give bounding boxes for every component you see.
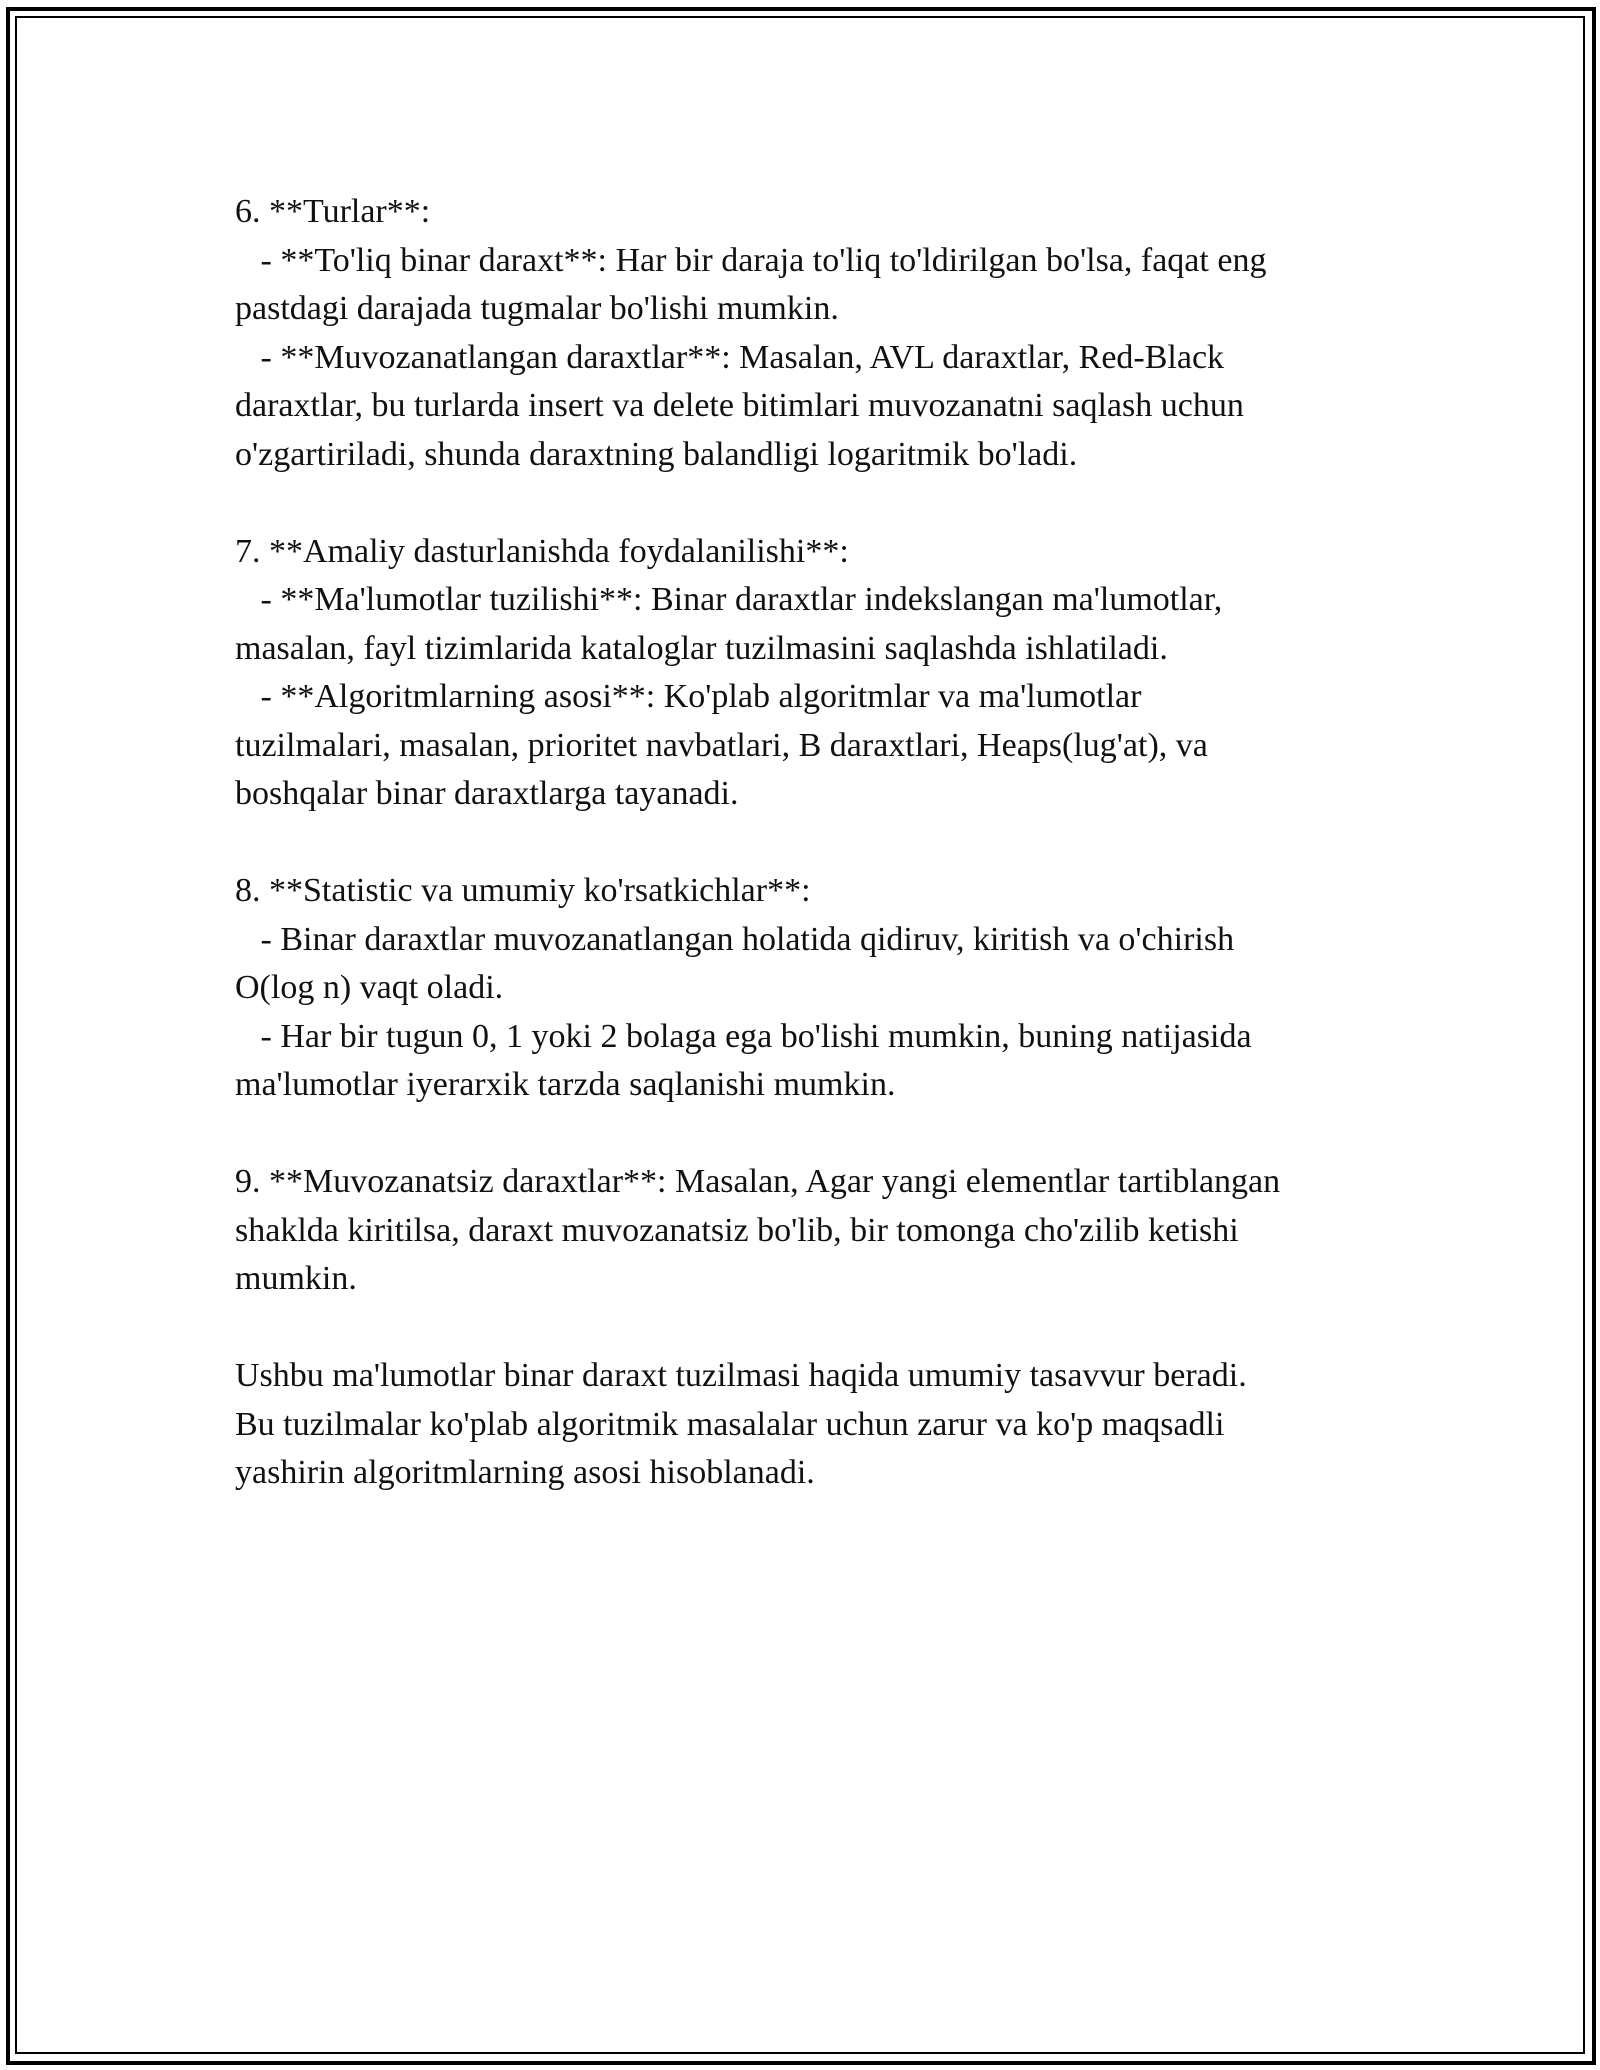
section-amaliy-dasturlash (235, 528, 1395, 819)
section-turlar (235, 188, 1395, 479)
text-line: masalan, fayl tizimlarida kataloglar tuzilmasini saqlashda ishlatiladi. (235, 629, 1168, 667)
text-line: yashirin algoritmlarning asosi hisoblanadi. (235, 1454, 815, 1491)
text-line: 7. **Amaliy dasturlanishda foydalanilishi**: (235, 532, 849, 570)
text-line: - **Muvozanatlangan daraxtlar**: Masalan, AVL daraxtlar, Red-Black (235, 338, 1225, 376)
text-line: 8. **Statistic va umumiy ko'rsatkichlar**: (235, 872, 811, 909)
text-line: ma'lumotlar iyerarxik tarzda saqlanishi mumkin. (235, 1066, 896, 1103)
section-statistic (235, 867, 1395, 1110)
text-line: O(log n) vaqt oladi. (235, 969, 504, 1006)
text-line: - Har bir tugun 0, 1 yoki 2 bolaga ega bo'lishi mumkin, buning natijasida (235, 1017, 1252, 1055)
section-muvozanatsiz (235, 1158, 1395, 1304)
text-line: 9. **Muvozanatsiz daraxtlar**: Masalan, Agar yangi elementlar tartiblangan (235, 1163, 1281, 1200)
text-line: - **Algoritmlarning asosi**: Ko'plab algoritmlar va ma'lumotlar (235, 678, 1142, 715)
text-line: - **Ma'lumotlar tuzilishi**: Binar daraxtlar indekslangan ma'lumotlar, (235, 581, 1223, 618)
text-line: boshqalar binar daraxtlarga tayanadi. (235, 775, 739, 812)
text-line: 6. **Turlar**: (235, 193, 431, 230)
text-line: - **To'liq binar daraxt**: Har bir daraja to'liq to'ldirilgan bo'lsa, faqat eng (235, 241, 1267, 279)
text-line: o'zgartiriladi, shunda daraxtning balandligi logaritmik bo'ladi. (235, 435, 1078, 473)
text-line: Ushbu ma'lumotlar binar daraxt tuzilmasi haqida umumiy tasavvur beradi. (235, 1357, 1247, 1394)
text-line: Bu tuzilmalar ko'plab algoritmik masalalar uchun zarur va ko'p maqsadli (235, 1405, 1225, 1443)
text-line: pastdagi darajada tugmalar bo'lishi mumkin. (235, 290, 839, 327)
text-line: daraxtlar, bu turlarda insert va delete bitimlari muvozanatni saqlash uchun (235, 387, 1244, 424)
text-line: mumkin. (235, 1260, 357, 1297)
section-summary (235, 1352, 1395, 1498)
text-line: tuzilmalari, masalan, prioritet navbatlari, B daraxtlari, Heaps(lug'at), va (235, 726, 1208, 764)
text-line: - Binar daraxtlar muvozanatlangan holatida qidiruv, kiritish va o'chirish (235, 920, 1235, 958)
text-line: shaklda kiritilsa, daraxt muvozanatsiz bo'lib, bir tomonga cho'zilib ketishi (235, 1211, 1239, 1249)
document-body (235, 188, 1395, 1546)
